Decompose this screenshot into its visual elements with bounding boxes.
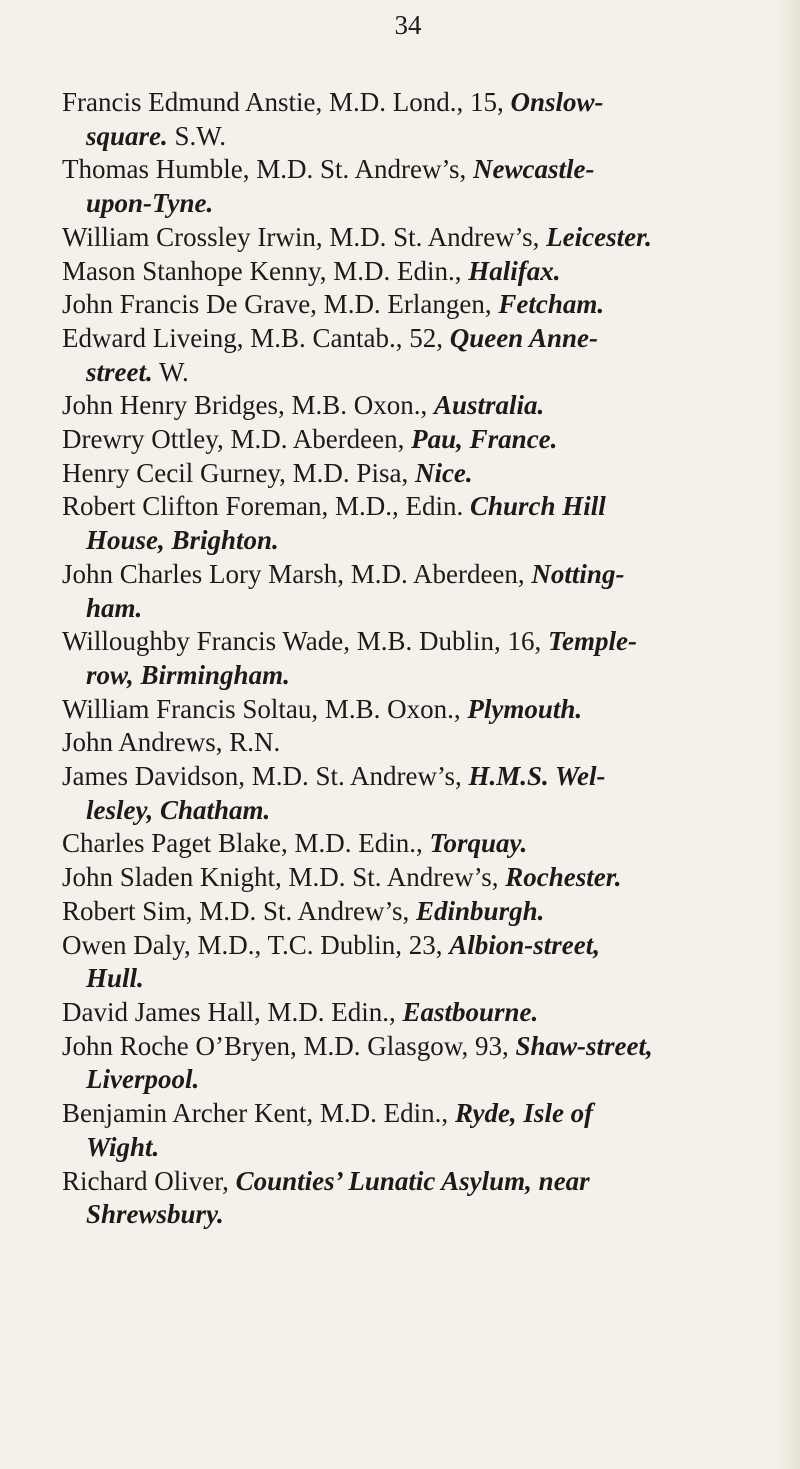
member-address-cont: Liverpool. — [86, 1064, 200, 1095]
list-item — [62, 1030, 784, 1097]
member-address-cont: ham. — [86, 592, 143, 623]
member-address: Edinburgh. — [416, 895, 545, 926]
member-name: Francis Edmund Anstie, M.D. Lond., 15, — [62, 87, 504, 117]
list-item — [62, 86, 784, 153]
list-item — [62, 760, 784, 827]
member-name: Robert Clifton Foreman, M.D., Edin. — [62, 491, 464, 522]
member-address: Shaw-street, — [515, 1030, 653, 1061]
member-address: Australia. — [434, 390, 545, 421]
list-item — [62, 1097, 784, 1164]
list-item — [62, 423, 784, 457]
member-address: Fetcham. — [498, 289, 605, 320]
list-item — [62, 693, 784, 727]
member-name: James Davidson, M.D. St. Andrew’s, — [62, 761, 462, 792]
member-address-cont: Wight. — [86, 1131, 160, 1162]
member-name: John Henry Bridges, M.B. Oxon., — [62, 390, 428, 421]
member-name: Benjamin Archer Kent, M.D. Edin., — [62, 1098, 449, 1129]
member-name: Charles Paget Blake, M.D. Edin., — [62, 828, 423, 859]
list-item — [62, 929, 784, 996]
member-address: Eastbourne. — [402, 996, 539, 1027]
member-address-cont: House, Brighton. — [86, 525, 279, 556]
member-name: Edward Liveing, M.B. Cantab., 52, — [62, 322, 443, 353]
member-name: John Sladen Knight, M.D. St. Andrew’s, — [62, 862, 499, 893]
member-address: Queen Anne- — [449, 322, 598, 353]
member-name: Drewry Ottley, M.D. Aberdeen, — [62, 424, 405, 455]
member-name: John Roche O’Bryen, M.D. Glasgow, 93, — [62, 1030, 509, 1061]
list-item — [62, 726, 784, 760]
member-address-cont: street. — [86, 356, 153, 387]
member-name: John Francis De Grave, M.D. Erlangen, — [62, 289, 492, 320]
member-address: Counties’ Lunatic Asylum, near — [235, 1165, 590, 1196]
member-address: Notting- — [531, 558, 625, 589]
member-address: H.M.S. Wel- — [468, 761, 606, 792]
member-name: John Andrews, R.N. — [62, 727, 281, 758]
member-address: Torquay. — [429, 828, 528, 859]
list-item — [62, 625, 784, 692]
member-address: Ryde, Isle of — [454, 1098, 594, 1129]
list-item — [62, 996, 784, 1030]
page-number: 34 — [394, 10, 422, 40]
list-item — [62, 457, 784, 491]
list-item — [62, 255, 784, 289]
list-item — [62, 389, 784, 423]
member-address: Newcastle- — [473, 154, 595, 185]
member-address: Plymouth. — [467, 693, 583, 724]
list-item — [62, 861, 784, 895]
member-address-cont: upon-Tyne. — [86, 188, 214, 219]
member-address: Rochester. — [505, 862, 622, 893]
list-item — [62, 558, 784, 625]
member-name: Robert Sim, M.D. St. Andrew’s, — [62, 895, 410, 926]
member-address: Pau, France. — [411, 424, 558, 455]
list-item — [62, 153, 784, 220]
member-address: Temple- — [547, 626, 637, 657]
member-address: Halifax. — [468, 255, 561, 286]
member-address-cont: lesley, Chatham. — [86, 794, 271, 825]
member-name: Owen Daly, M.D., T.C. Dublin, 23, — [62, 929, 443, 960]
member-postal-district: W. — [152, 356, 189, 387]
member-address: Nice. — [414, 457, 473, 488]
member-name: William Francis Soltau, M.B. Oxon., — [62, 693, 461, 724]
member-name: John Charles Lory Marsh, M.D. Aberdeen, — [62, 558, 525, 589]
member-name: Henry Cecil Gurney, M.D. Pisa, — [62, 457, 409, 488]
member-address-cont: row, Birmingham. — [86, 659, 290, 690]
list-item — [62, 322, 784, 389]
member-name: Willoughby Francis Wade, M.B. Dublin, 16, — [62, 626, 542, 657]
member-address-cont: Hull. — [86, 963, 144, 994]
member-address: Church Hill — [469, 491, 606, 522]
member-name: David James Hall, M.D. Edin., — [62, 996, 396, 1027]
member-name: Richard Oliver, — [62, 1165, 229, 1196]
member-list — [62, 86, 784, 1232]
member-name: Thomas Humble, M.D. St. Andrew’s, — [62, 154, 467, 185]
member-address: Leicester. — [546, 221, 652, 252]
list-item — [62, 221, 784, 255]
member-address: Onslow- — [510, 87, 604, 117]
member-address-cont: square. — [86, 120, 168, 151]
list-item — [62, 895, 784, 929]
member-name: William Crossley Irwin, M.D. St. Andrew’s, — [62, 221, 540, 252]
list-item — [62, 827, 784, 861]
list-item — [62, 490, 784, 557]
member-address-cont: Shrewsbury. — [86, 1199, 224, 1230]
list-item — [62, 1165, 784, 1232]
member-postal-district: S.W. — [167, 120, 227, 151]
member-name: Mason Stanhope Kenny, M.D. Edin., — [62, 255, 462, 286]
member-address: Albion-street, — [449, 929, 600, 960]
list-item — [62, 288, 784, 322]
